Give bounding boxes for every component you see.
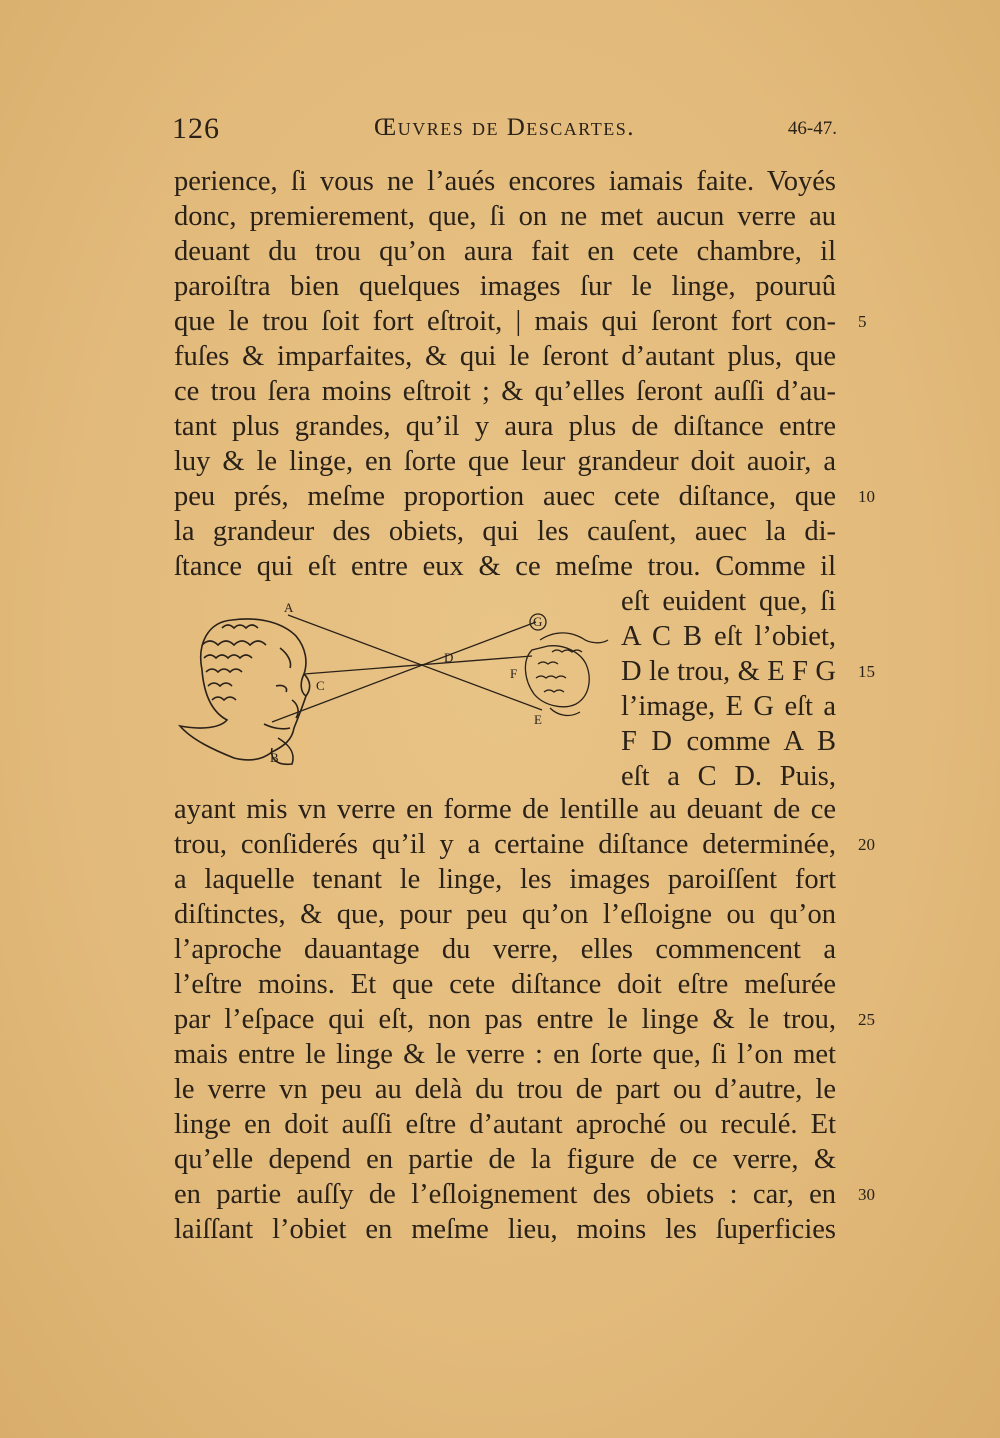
text-line: en partie auſſy de l’eſloignement des obiets : car, en <box>174 1179 836 1210</box>
original-page-reference: 46-47. <box>787 118 837 139</box>
text-line: eſt a C D. Puis, <box>621 761 836 792</box>
figure-label-e: E <box>534 712 542 727</box>
camera-obscura-figure <box>172 600 612 780</box>
figure-label-a: A <box>284 600 294 615</box>
text-line: l’aproche dauantage du verre, elles commencent a <box>174 934 836 965</box>
running-header <box>172 112 837 148</box>
figure-label-b: B <box>270 750 279 765</box>
text-line: tant plus grandes, qu’il y aura plus de diſtance entre <box>174 411 836 442</box>
margin-line-number: 20 <box>858 835 875 854</box>
text-line: paroiſtra bien quelques images ſur le linge, pouruû <box>174 271 836 302</box>
margin-line-number: 30 <box>858 1185 875 1204</box>
figure-label-f: F <box>510 666 518 681</box>
text-line: linge en doit auſſi eſtre d’autant aproché ou reculé. Et <box>174 1109 836 1140</box>
text-line: ce trou ſera moins eſtroit ; & qu’elles ſeront auſſi d’au- <box>174 376 836 407</box>
image-head-illustration <box>525 614 608 715</box>
text-line: diſtinctes, & que, pour peu qu’on l’eſloigne ou qu’on <box>174 899 836 930</box>
margin-line-number: 10 <box>858 487 875 506</box>
text-line: que le trou ſoit fort eſtroit, | mais qui ſeront fort con- <box>174 306 836 337</box>
text-line: donc, premierement, que, ſi on ne met aucun verre au <box>174 201 836 232</box>
text-line: eſt euident que, ſi <box>621 586 836 617</box>
text-line: ſtance qui eſt entre eux & ce meſme trou. Comme il <box>174 551 836 582</box>
text-line: l’image, E G eſt a <box>621 691 836 722</box>
figure-label-d: D <box>444 650 454 665</box>
text-line: A C B eſt l’obiet, <box>621 621 836 652</box>
text-line: l’eſtre moins. Et que cete diſtance doit eſtre meſurée <box>174 969 836 1000</box>
text-line: par l’eſpace qui eſt, non pas entre le linge & le trou, <box>174 1004 836 1035</box>
margin-line-number: 5 <box>858 312 867 331</box>
text-line: peu prés, meſme proportion auec cete diſtance, que <box>174 481 836 512</box>
text-line: qu’elle depend en partie de la figure de ce verre, & <box>174 1144 836 1175</box>
text-line: le verre vn peu au delà du trou de part ou d’autre, le <box>174 1074 836 1105</box>
text-line: luy & le linge, en ſorte que leur grandeur doit auoir, a <box>174 446 836 477</box>
text-line: laiſſant l’obiet en meſme lieu, moins les ſuperficies <box>174 1214 836 1245</box>
figure-label-c: C <box>316 678 325 693</box>
text-line: a laquelle tenant le linge, les images paroiſſent fort <box>174 864 836 895</box>
text-line: deuant du trou qu’on aura fait en cete chambre, il <box>174 236 836 267</box>
text-line: ayant mis vn verre en forme de lentille au deuant de ce <box>174 794 836 825</box>
text-line: perience, ſi vous ne l’aués encores iamais faite. Voyés <box>174 166 836 197</box>
page-number: 126 <box>172 112 220 145</box>
text-line: la grandeur des obiets, qui les cauſent, auec la di- <box>174 516 836 547</box>
running-title: Œuvres de Descartes. <box>374 114 635 141</box>
head-illustration <box>180 619 310 764</box>
ray-lines <box>272 615 542 722</box>
margin-line-number: 25 <box>858 1010 875 1029</box>
margin-line-number: 15 <box>858 662 875 681</box>
text-line: trou, conſiderés qu’il y a certaine diſtance determinée, <box>174 829 836 860</box>
text-line: F D comme A B <box>621 726 836 757</box>
text-line: mais entre le linge & le verre : en ſorte que, ſi l’on met <box>174 1039 836 1070</box>
text-line: fuſes & imparfaites, & qui le ſeront d’autant plus, que <box>174 341 836 372</box>
figure-label-g: G <box>533 614 543 629</box>
text-line: D le trou, & E F G <box>621 656 836 687</box>
